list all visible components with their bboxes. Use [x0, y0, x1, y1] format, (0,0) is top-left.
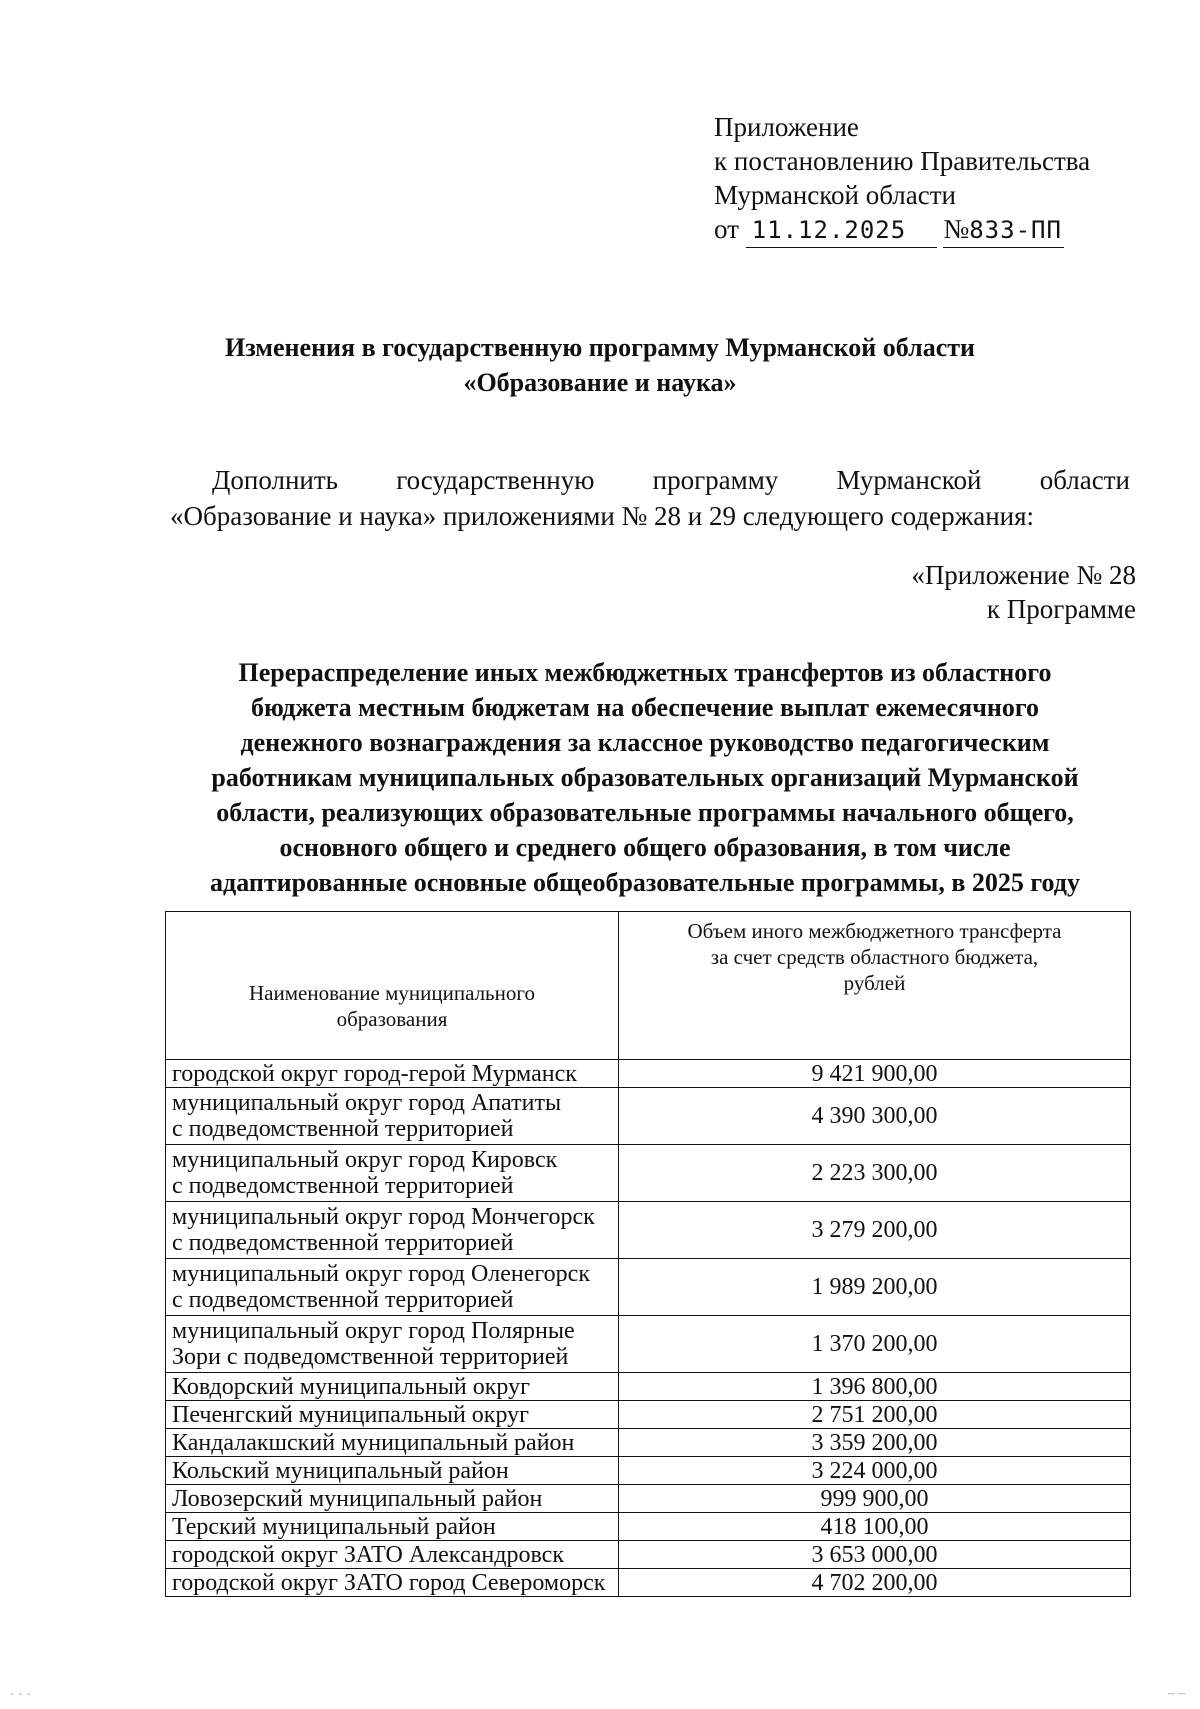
municipality-name	[166, 1373, 619, 1401]
transfer-table	[165, 911, 1131, 1597]
table-row	[166, 1145, 1131, 1202]
body-line: «Образование и наука» приложениями № 28 и 29 следующего содержания:	[170, 501, 1035, 531]
section-title-line: работникам муниципальных образовательных организаций Мурманской	[211, 763, 1079, 792]
header-amount: Объем иного межбюджетного трансферта за счет средств областного бюджета, рублей	[619, 912, 1131, 1060]
table-row	[166, 1429, 1131, 1457]
table-header-row	[166, 912, 1131, 1060]
date-prefix: от	[714, 214, 739, 244]
municipality-name-line: городской округ город-герой Мурманск	[172, 1060, 577, 1087]
municipality-name	[166, 1060, 619, 1088]
table-row	[166, 1202, 1131, 1259]
table-row	[166, 1259, 1131, 1316]
sub-appendix-line: к Программе	[986, 594, 1136, 624]
municipality-name	[166, 1259, 619, 1316]
document-title	[100, 330, 1100, 400]
appendix-resolution-ref: к постановлению Правительства	[714, 146, 1091, 176]
table-row	[166, 1513, 1131, 1541]
transfer-amount: 9 421 900,00	[619, 1060, 1131, 1088]
table-row	[166, 1485, 1131, 1513]
transfer-amount: 3 279 200,00	[619, 1202, 1131, 1259]
scan-mark: · · ·	[10, 1688, 31, 1703]
municipality-name-line: муниципальный округ город Мончегорск	[172, 1204, 595, 1230]
body-word: области	[1039, 465, 1130, 495]
sub-appendix-line: «Приложение № 28	[911, 560, 1136, 590]
transfer-amount: 3 653 000,00	[619, 1541, 1131, 1569]
scan-mark: – –	[1168, 1686, 1186, 1701]
municipality-name-line: муниципальный округ город Апатиты	[172, 1090, 562, 1116]
municipality-name-line: с подведомственной территорией	[172, 1173, 514, 1199]
table-row	[166, 1088, 1131, 1145]
municipality-name-line: городской округ ЗАТО город Североморск	[172, 1569, 606, 1596]
section-title-line: области, реализующих образовательные программы начального общего,	[216, 798, 1074, 827]
body-line	[170, 462, 1130, 498]
document-title-line: Изменения в государственную программу Мурманской области	[225, 333, 975, 362]
municipality-name	[166, 1401, 619, 1429]
municipality-name	[166, 1541, 619, 1569]
table-row	[166, 1569, 1131, 1597]
body-word: программу	[652, 465, 779, 495]
municipality-name	[166, 1316, 619, 1373]
municipality-name-line: Кандалакшский муниципальный район	[172, 1429, 575, 1456]
transfer-amount: 999 900,00	[619, 1485, 1131, 1513]
transfer-amount: 1 396 800,00	[619, 1373, 1131, 1401]
resolution-number: 833-ПП	[969, 216, 1062, 244]
transfer-amount: 4 390 300,00	[619, 1088, 1131, 1145]
table-row	[166, 1401, 1131, 1429]
municipality-name	[166, 1485, 619, 1513]
municipality-name-line: Ковдорский муниципальный округ	[172, 1373, 530, 1400]
municipality-name-line: Печенгский муниципальный округ	[172, 1401, 529, 1428]
municipality-name-line: городской округ ЗАТО Александровск	[172, 1541, 564, 1568]
municipality-name	[166, 1513, 619, 1541]
municipality-name-line: Кольский муниципальный район	[172, 1457, 509, 1484]
municipality-name	[166, 1145, 619, 1202]
section-title-line: основного общего и среднего общего образования, в том числе	[279, 833, 1011, 862]
sub-appendix-label	[911, 558, 1136, 626]
body-word: Мурманской	[836, 465, 982, 495]
section-title	[150, 655, 1140, 900]
municipality-name-line: с подведомственной территорией	[172, 1287, 514, 1313]
transfer-amount: 418 100,00	[619, 1513, 1131, 1541]
section-title-line: Перераспределение иных межбюджетных трансфертов из областного	[238, 658, 1052, 687]
municipality-name-line: муниципальный округ город Полярные	[172, 1318, 575, 1344]
section-title-line: бюджета местным бюджетам на обеспечение выплат ежемесячного	[250, 693, 1040, 722]
body-word: государственную	[396, 465, 595, 495]
body-word: Дополнить	[212, 465, 338, 495]
municipality-name	[166, 1202, 619, 1259]
municipality-name	[166, 1457, 619, 1485]
transfer-amount: 4 702 200,00	[619, 1569, 1131, 1597]
table-row	[166, 1541, 1131, 1569]
appendix-region: Мурманской области	[714, 180, 956, 210]
transfer-amount: 2 751 200,00	[619, 1401, 1131, 1429]
table-row	[166, 1060, 1131, 1088]
municipality-name	[166, 1429, 619, 1457]
appendix-header	[714, 110, 1090, 248]
municipality-name-line: с подведомственной территорией	[172, 1116, 514, 1142]
municipality-name-line: муниципальный округ город Оленегорск	[172, 1261, 590, 1287]
section-title-line: адаптированные основные общеобразовательные программы, в 2025 году	[210, 868, 1080, 897]
transfer-amount: 1 989 200,00	[619, 1259, 1131, 1316]
section-title-line: денежного вознаграждения за классное руководство педагогическим	[240, 728, 1050, 757]
municipality-name-line: с подведомственной территорией	[172, 1230, 514, 1256]
header-municipality: Наименование муниципального образования	[166, 912, 619, 1060]
resolution-date: 11.12.2025	[746, 213, 937, 248]
municipality-name-line: Ловозерский муниципальный район	[172, 1485, 543, 1512]
appendix-label: Приложение	[714, 112, 859, 142]
document-title-line: «Образование и наука»	[463, 368, 737, 397]
transfer-amount: 3 224 000,00	[619, 1457, 1131, 1485]
table-body	[166, 1060, 1131, 1597]
appendix-date-line	[714, 212, 1090, 248]
municipality-name	[166, 1088, 619, 1145]
municipality-name-line: муниципальный округ город Кировск	[172, 1147, 558, 1173]
transfer-amount: 2 223 300,00	[619, 1145, 1131, 1202]
transfer-amount: 1 370 200,00	[619, 1316, 1131, 1373]
number-prefix: №	[943, 214, 970, 244]
body-paragraph	[170, 462, 1130, 534]
transfer-amount: 3 359 200,00	[619, 1429, 1131, 1457]
table-row	[166, 1316, 1131, 1373]
table-row	[166, 1373, 1131, 1401]
municipality-name-line: Зори с подведомственной территорией	[172, 1344, 569, 1370]
municipality-name-line: Терский муниципальный район	[172, 1513, 496, 1540]
table-row	[166, 1457, 1131, 1485]
municipality-name	[166, 1569, 619, 1597]
